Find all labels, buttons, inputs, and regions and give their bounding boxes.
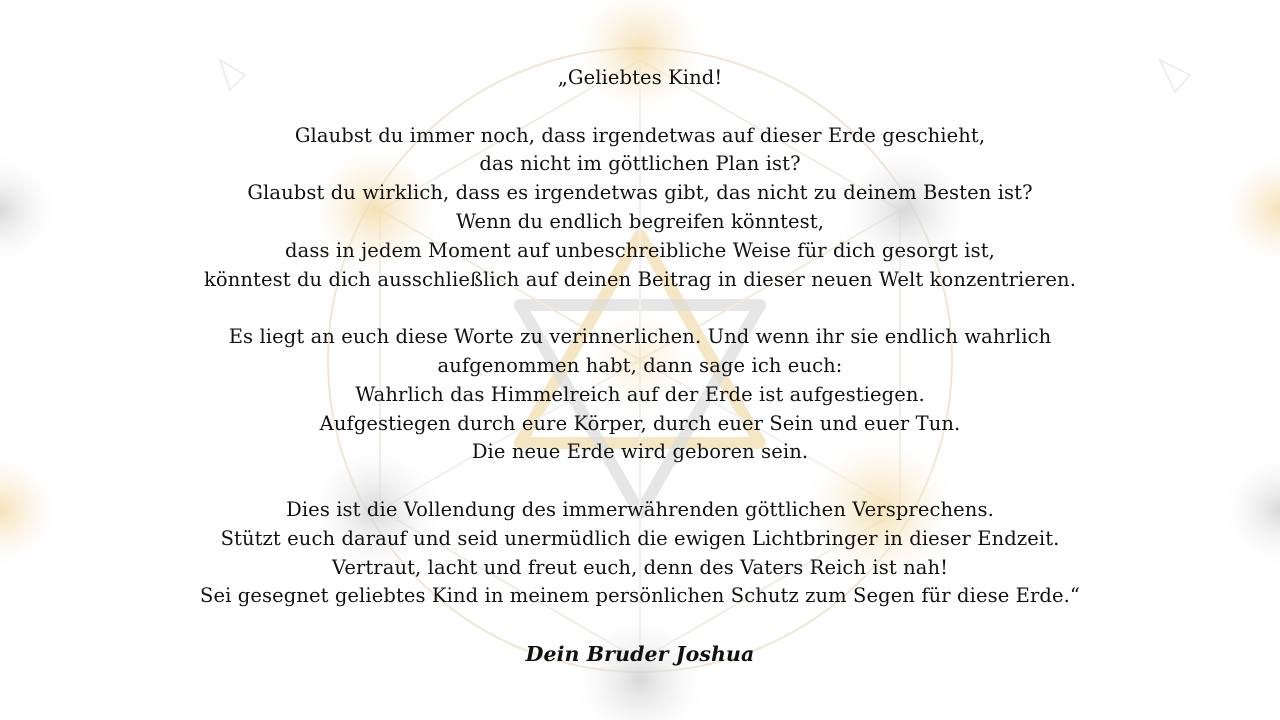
paragraph1-line: dass in jedem Moment auf unbeschreibliche Weise für dich gesorgt ist, (285, 238, 995, 262)
paragraph2-line: Es liegt an euch diese Worte zu verinnerlichen. Und wenn ihr sie endlich wahrlich (228, 325, 1052, 349)
paragraph1-line: Glaubst du immer noch, dass irgendetwas auf dieser Erde geschieht, (294, 123, 986, 147)
paragraph2-line: Aufgestiegen durch eure Körper, durch euer Sein und euer Tun. (319, 411, 961, 435)
paragraph2-line: Wahrlich das Himmelreich auf der Erde ist aufgestiegen. (355, 382, 925, 406)
paragraph3-line: Sei gesegnet geliebtes Kind in meinem persönlichen Schutz zum Segen für diese Erde.“ (200, 584, 1080, 608)
paragraph1-line: Glaubst du wirklich, dass es irgendetwas gibt, das nicht zu deinem Besten ist? (247, 181, 1033, 205)
paragraph3-line: Dies ist die Vollendung des immerwährenden göttlichen Versprechens. (286, 497, 994, 521)
greeting: „Geliebtes Kind! (557, 66, 723, 89)
paragraph2-line: Die neue Erde wird geboren sein. (471, 440, 809, 464)
paragraph1-line: könntest du dich ausschließlich auf deinen Beitrag in dieser neuen Welt konzentrieren. (203, 267, 1077, 291)
paragraph2-line: aufgenommen habt, dann sage ich euch: (437, 353, 843, 377)
corner-ornament-right-icon (1160, 60, 1190, 92)
paragraph3-line: Vertraut, lacht und freut euch, denn des Vaters Reich ist nah! (331, 555, 949, 579)
paragraph1-line: Wenn du endlich begreifen könntest, (456, 209, 824, 233)
paragraph1-line: das nicht im göttlichen Plan ist? (479, 152, 801, 176)
message-text (140, 64, 1140, 669)
paragraph3-line: Stützt euch darauf und seid unermüdlich die ewigen Lichtbringer in dieser Endzeit. (220, 526, 1060, 550)
signature: Dein Bruder Joshua (525, 641, 755, 666)
